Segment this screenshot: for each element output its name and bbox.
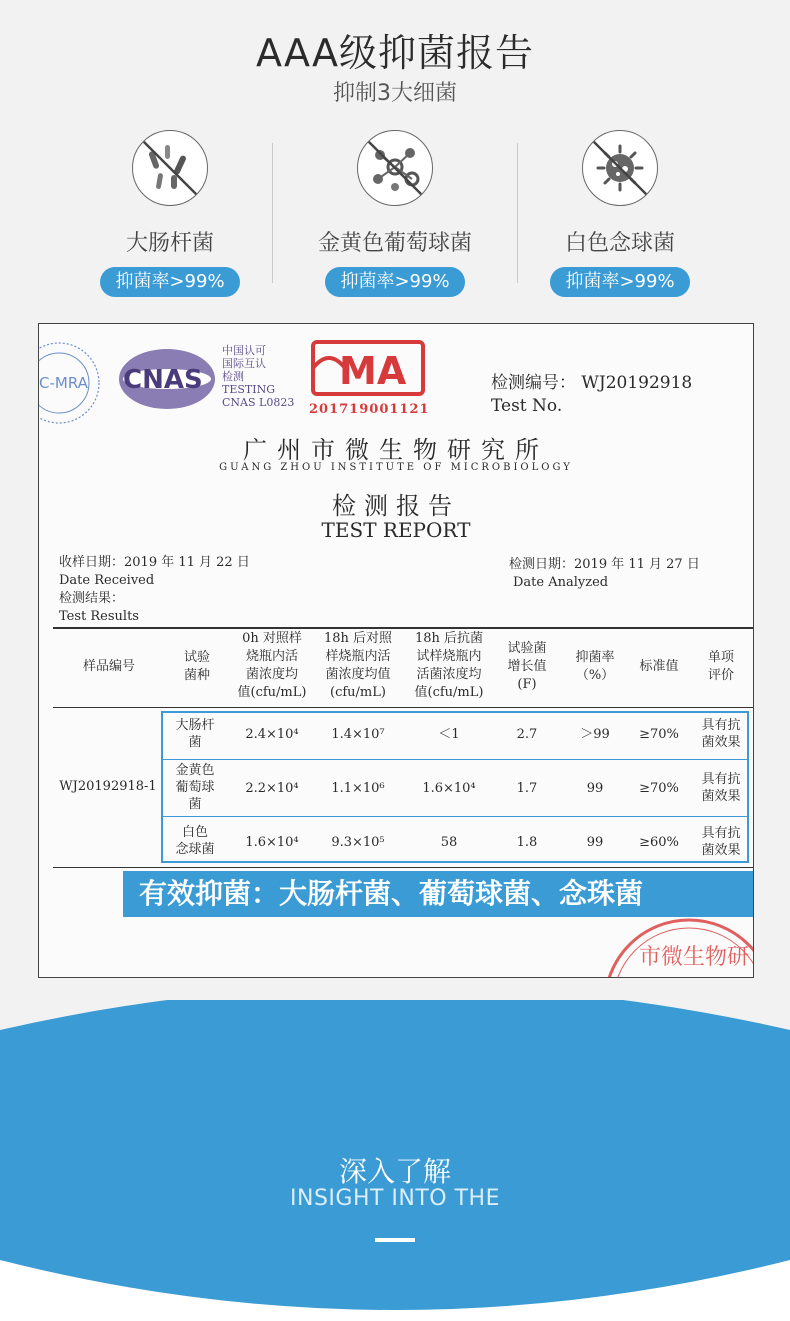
col-header: 18h 后抗菌 试样烧瓶内 活菌浓度均 值(cfu/mL) [414, 631, 484, 700]
analyzed-label: Date Analyzed [513, 575, 609, 590]
cnas-caption [222, 344, 294, 409]
col-header: 抑菌率 （%） [575, 650, 615, 683]
cnas-line: TESTING [222, 383, 275, 396]
report-title: 检测报告 [332, 492, 460, 520]
table-cell: 2.4×10⁴ [245, 727, 299, 742]
table-cell: 9.3×10⁵ [331, 835, 385, 850]
rate-badge: 抑菌率>99% [325, 267, 465, 297]
bacteria-card-staph [280, 130, 510, 297]
table-cell: ＜1 [438, 727, 460, 742]
table-bottom-rule [53, 867, 753, 868]
rod-bacteria-icon [132, 130, 208, 206]
coccus-bacteria-icon [357, 130, 433, 206]
bacteria-name: 白色念球菌 [564, 231, 675, 256]
institute-name: 广州市微生物研究所 [243, 436, 549, 464]
insight-subtitle: INSIGHT INTO THE [290, 1186, 500, 1211]
table-cell: 具有抗 菌效果 [701, 772, 741, 804]
table-cell: ≥60% [639, 835, 679, 850]
table-header-rule [53, 707, 753, 708]
received-label: Date Received [59, 573, 155, 588]
test-number: 检测编号： WJ20192918 [491, 373, 693, 393]
table-row-strain: 金黄色 葡萄球 菌 [175, 763, 215, 812]
table-cell: 1.1×10⁶ [331, 781, 385, 796]
fungus-bacteria-icon [582, 130, 658, 206]
cnas-logo-text: CNAS [123, 365, 203, 395]
cmra-seal [39, 338, 103, 428]
col-header: 试验菌 增长值 (F) [507, 641, 547, 692]
received-date: 收样日期：2019 年 11 月 22 日 [59, 555, 250, 570]
results-label-en: Test Results [59, 609, 139, 624]
table-top-rule [53, 627, 753, 629]
table-cell: 99 [586, 835, 604, 850]
table-row-strain: 大肠杆 菌 [175, 718, 215, 750]
col-header: 单项 评价 [707, 650, 734, 683]
table-cell: ≥70% [639, 727, 679, 742]
cnas-line: CNAS L0823 [222, 396, 295, 409]
table-cell: ≥70% [639, 781, 679, 796]
table-cell: 具有抗 菌效果 [701, 826, 741, 858]
effective-banner: 有效抑菌：大肠杆菌、葡萄球菌、念珠菌 [123, 871, 753, 917]
bacteria-name: 金黄色葡萄球菌 [317, 231, 472, 256]
col-header: 18h 后对照 样烧瓶内活 菌浓度均值 (cfu/mL) [323, 631, 393, 700]
results-label: 检测结果： [59, 591, 125, 606]
table-cell: 1.4×10⁷ [331, 727, 385, 742]
cnas-line: 国际互认 [222, 357, 266, 370]
cnas-line: 检测 [222, 370, 244, 383]
table-cell: 1.6×10⁴ [245, 835, 299, 850]
cma-logo-text: MA [339, 349, 407, 393]
col-header: 0h 对照样 烧瓶内活 菌浓度均 值(cfu/mL) [237, 631, 307, 700]
bacteria-card-candida [505, 130, 735, 297]
stamp-text: 市微生物研 [639, 945, 750, 970]
bacteria-name: 大肠杆菌 [125, 231, 214, 256]
insight-title: 深入了解 [338, 1155, 451, 1188]
row-separator [163, 816, 747, 817]
page-title: AAA级抑菌报告 [255, 31, 535, 75]
row-separator [163, 759, 747, 760]
bacteria-card-ecoli [55, 130, 285, 297]
sample-id: WJ20192918-1 [59, 779, 157, 794]
rate-badge: 抑菌率>99% [550, 267, 690, 297]
table-cell: 具有抗 菌效果 [701, 718, 741, 750]
table-cell: 1.6×10⁴ [422, 781, 476, 796]
table-row-strain: 白色 念球菌 [175, 825, 215, 857]
test-number-label: Test No. [491, 396, 563, 416]
col-header: 试验 菌种 [183, 650, 210, 683]
cma-logo [309, 338, 427, 398]
table-cell: 58 [440, 835, 458, 850]
col-header: 标准值 [639, 659, 679, 674]
table-cell: ＞99 [580, 727, 610, 742]
table-cell: 1.7 [516, 781, 538, 796]
insight-underline [375, 1238, 415, 1242]
report-title-en: TEST REPORT [321, 518, 471, 542]
analyzed-date: 检测日期：2019 年 11 月 27 日 [509, 557, 700, 572]
cmra-text: C-MRA [39, 374, 88, 392]
red-stamp [599, 914, 754, 978]
rate-badge: 抑菌率>99% [100, 267, 240, 297]
cnas-line: 中国认可 [222, 344, 266, 357]
test-report [38, 323, 754, 978]
cma-number: 201719001121 [309, 402, 430, 417]
institute-name-en: GUANG ZHOU INSTITUTE OF MICROBIOLOGY [219, 462, 573, 473]
cnas-logo [117, 344, 217, 414]
table-cell: 2.7 [516, 727, 538, 742]
table-cell: 99 [586, 781, 604, 796]
page-subtitle: 抑制3大细菌 [333, 81, 457, 106]
col-header: 样品编号 [82, 659, 135, 674]
table-cell: 1.8 [516, 835, 538, 850]
table-cell: 2.2×10⁴ [245, 781, 299, 796]
divider [272, 143, 273, 283]
